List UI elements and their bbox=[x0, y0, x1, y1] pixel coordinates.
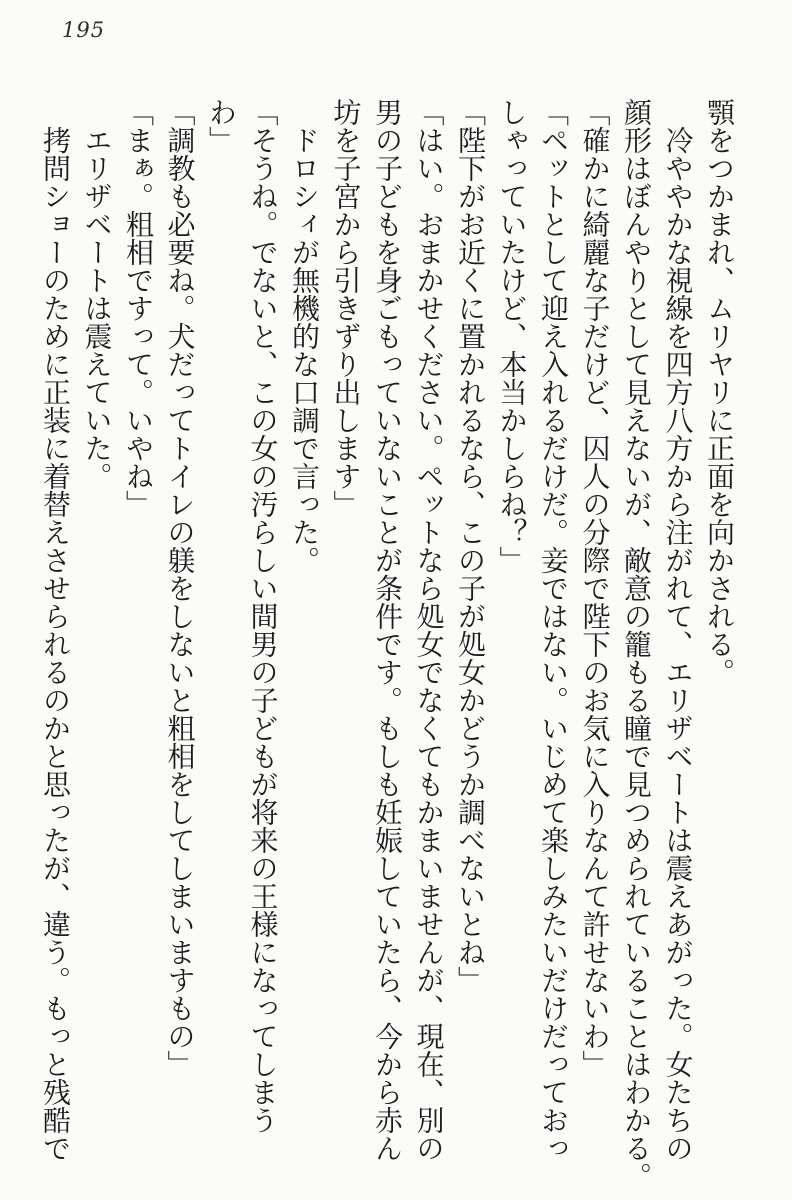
text-line: 「ペットとして迎え入れるだけだ。妾ではない。いじめて楽しみたいだけだっておっ bbox=[537, 98, 570, 1162]
text-line: 「確かに綺麗な子だけど、囚人の分際で陛下のお気に入りなんて許せないわ」 bbox=[578, 98, 612, 1078]
text-line: 顔形はぼんやりとして見えないが、敵意の籠もる瞳で見つめられていることはわかる。 bbox=[620, 98, 653, 1190]
text-line: エリザベートは震えていた。 bbox=[80, 126, 114, 490]
text-line: 拷問ショーのために正装に着替えさせられるのかと思ったが、違う。もっと残酷で bbox=[39, 126, 72, 1162]
text-line: わ」 bbox=[205, 98, 238, 154]
page-number: 195 bbox=[62, 18, 106, 42]
text-line: ドロシィが無機的な口調で言った。 bbox=[288, 126, 321, 574]
text-line: 「はい。おまかせください。ペットなら処女でなくてもかまいませんが、現在、別の bbox=[412, 98, 446, 1162]
text-line: 冷ややかな視線を四方八方から注がれて、エリザベートは震えあがった。女たちの bbox=[661, 126, 695, 1162]
text-line: 坊を子宮から引きずり出します」 bbox=[329, 98, 363, 518]
text-line: 「まぁ。粗相ですって。いやね」 bbox=[122, 98, 155, 518]
text-line: しゃっていたけど、本当かしらね？」 bbox=[495, 98, 529, 574]
text-line: 顎をつかまれ、ムリヤリに正面を向かされる。 bbox=[703, 98, 736, 686]
text-line: 「調教も必要ね。犬だってトイレの躾をしないと粗相をしてしまいますもの」 bbox=[163, 98, 197, 1078]
text-line: 「そうね。でないと、この女の汚らしい間男の子どもが将来の王様になってしまう bbox=[246, 98, 280, 1134]
text-line: 男の子どもを身ごもっていないことが条件です。もしも妊娠していたら、今から赤ん bbox=[371, 98, 404, 1162]
vertical-text-area bbox=[34, 98, 740, 1190]
text-line: 「陛下がお近くに置かれるなら、この子が処女かどうか調べないとね」 bbox=[454, 98, 487, 994]
